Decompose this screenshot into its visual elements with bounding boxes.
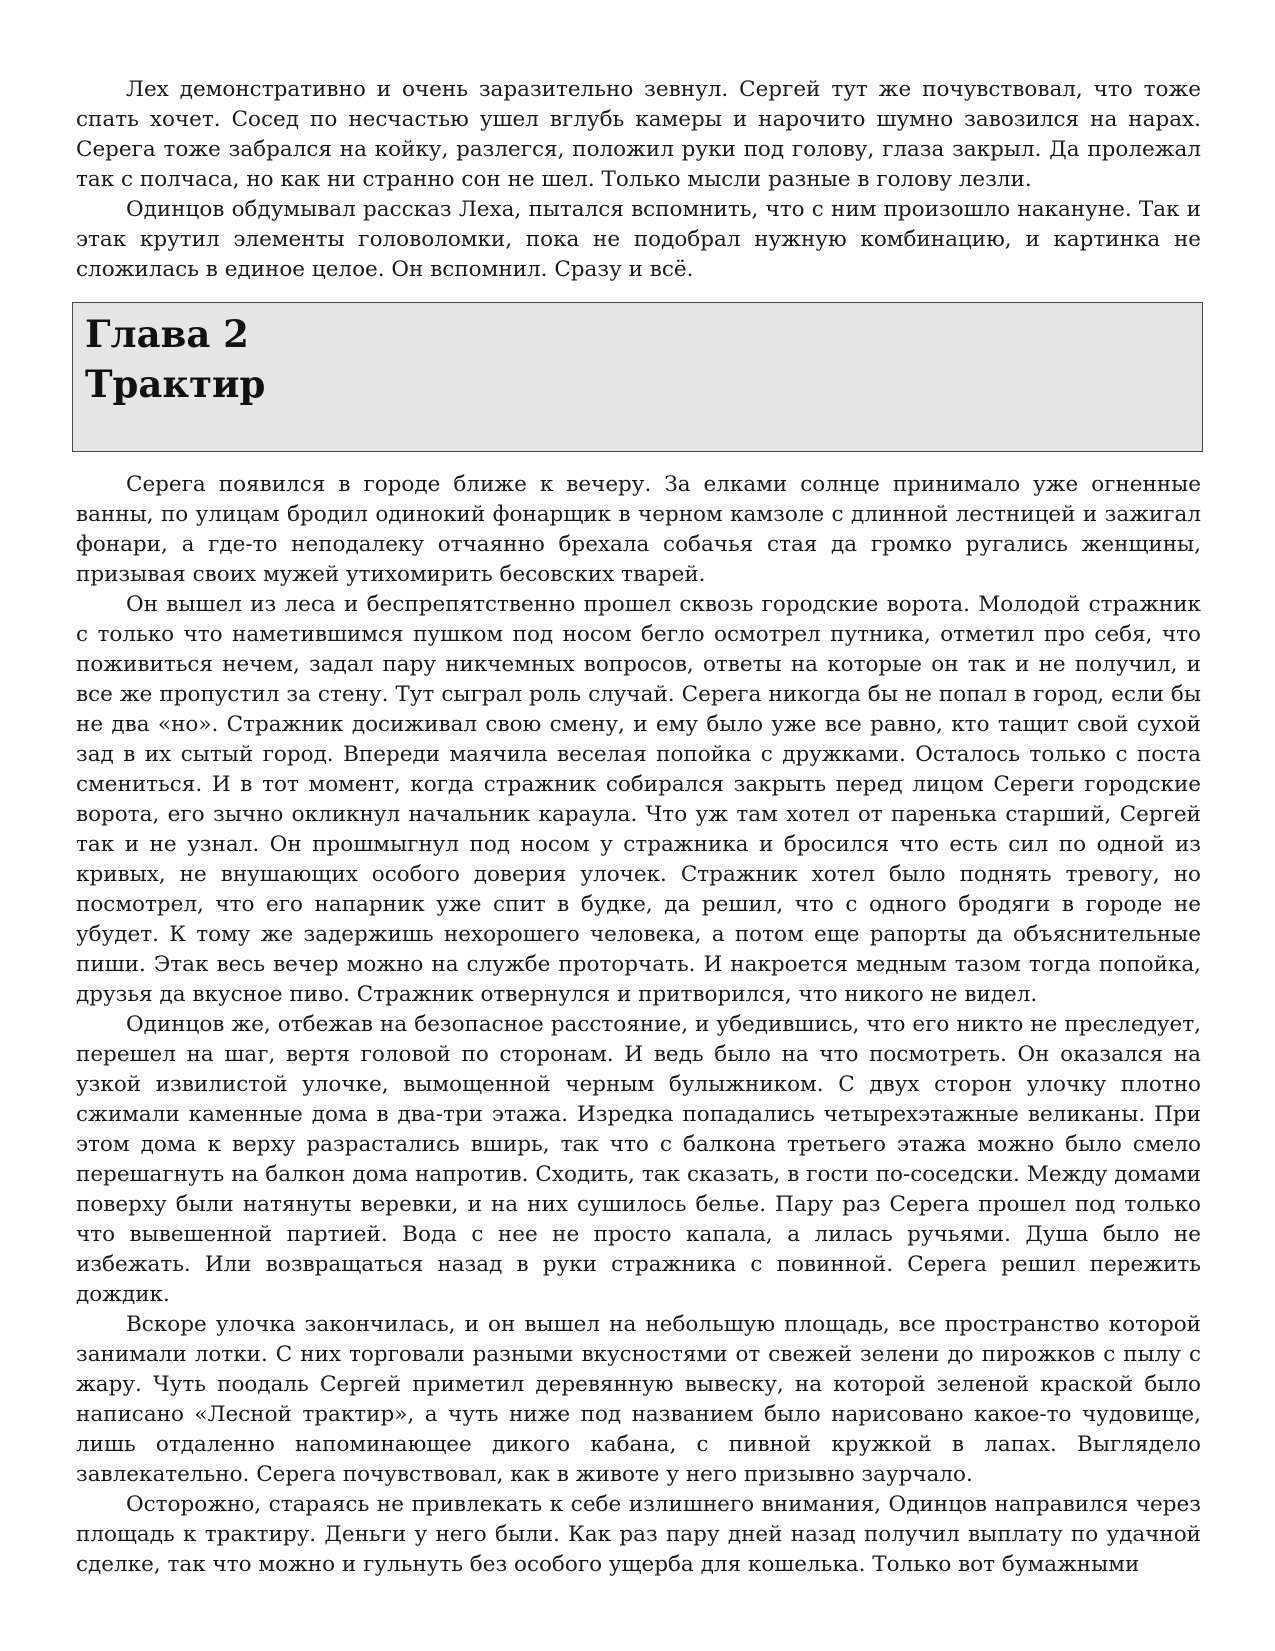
paragraph: Он вышел из леса и беспрепятственно прошел сквозь городские ворота. Молодой стражник с только что наметившимся пушком под носом бегло осмотрел путника, отметил про себя, что поживиться нечем, задал пару никчемных вопросов, ответы на которые он так и не получил, и все же пропустил за стену. Тут сыграл роль случай. Серега никогда бы не попал в город, если бы не два «но». Стражник досиживал свою смену, и ему было уже все равно, кто тащит свой сухой зад в их сытый город. Впереди маячила веселая попойка с дружками. Осталось только с поста смениться. И в тот момент, когда стражник собирался закрыть перед лицом Сереги городские ворота, его зычно окликнул начальник караула. Что уж там хотел от паренька старший, Сергей так и не узнал. Он прошмыгнул под носом у стражника и бросился что есть сил по одной из кривых, не внушающих особого доверия улочек. Стражник хотел было поднять тревогу, но посмотрел, что его напарник уже спит в будке, да решил, что с одного бродяги в городе не убудет. К тому же задержишь нехорошего человека, а потом еще рапорты да объяснительные пиши. Этак весь вечер можно на службе проторчать. И накроется медным тазом тогда попойка, друзья да вкусное пиво. Стражник отвернулся и притворился, что никого не видел. bbox=[76, 592, 1201, 1007]
paragraph: Вскоре улочка закончилась, и он вышел на небольшую площадь, все пространство которой занимали лотки. С них торговали разными вкусностями от свежей зелени до пирожков с пылу с жару. Чуть поодаль Сергей приметил деревянную вывеску, на которой зеленой краской было написано «Лесной трактир», а чуть ниже под названием было нарисовано какое-то чудовище, лишь отдаленно напоминающее дикого кабана, с пивной кружкой в лапах. Выглядело завлекательно. Серега почувствовал, как в животе у него призывно заурчало. bbox=[76, 1312, 1201, 1487]
previous-chapter-ending bbox=[76, 75, 1201, 285]
chapter-heading-box bbox=[72, 302, 1203, 452]
chapter-title: Трактир bbox=[85, 362, 266, 406]
chapter-number: Глава 2 bbox=[85, 312, 249, 356]
paragraph: Осторожно, стараясь не привлекать к себе излишнего внимания, Одинцов направился через площадь к трактиру. Деньги у него были. Как раз пару дней назад получил выплату по удачной сделке, так что можно и гульнуть без особого ущерба для кошелька. Только вот бумажными bbox=[76, 1492, 1201, 1577]
paragraph: Серега появился в городе ближе к вечеру. За елками солнце принимало уже огненные ванны, по улицам бродил одинокий фонарщик в черном камзоле с длинной лестницей и зажигал фонари, а где-то неподалеку отчаянно брехала собачья стая да громко ругались женщины, призывая своих мужей утихомирить бесовских тварей. bbox=[76, 472, 1201, 587]
paragraph: Одинцов обдумывал рассказ Леха, пытался вспомнить, что с ним произошло накануне. Так и этак крутил элементы головоломки, пока не подобрал нужную комбинацию, и картинка не сложилась в единое целое. Он вспомнил. Сразу и всё. bbox=[76, 197, 1201, 282]
paragraph: Лех демонстративно и очень заразительно зевнул. Сергей тут же почувствовал, что тоже спать хочет. Сосед по несчастью ушел вглубь камеры и нарочито шумно завозился на нарах. Серега тоже забрался на койку, разлегся, положил руки под голову, глаза закрыл. Да пролежал так с полчаса, но как ни странно сон не шел. Только мысли разные в голову лезли. bbox=[76, 77, 1201, 192]
paragraph: Одинцов же, отбежав на безопасное расстояние, и убедившись, что его никто не преследует, перешел на шаг, вертя головой по сторонам. И ведь было на что посмотреть. Он оказался на узкой извилистой улочке, вымощенной черным булыжником. С двух сторон улочку плотно сжимали каменные дома в два-три этажа. Изредка попадались четырехэтажные великаны. При этом дома к верху разрастались вширь, так что с балкона третьего этажа можно было смело перешагнуть на балкон дома напротив. Сходить, так сказать, в гости по-соседски. Между домами поверху были натянуты веревки, и на них сушилось белье. Пару раз Серега прошел под только что вывешенной партией. Вода с нее не просто капала, а лилась ручьями. Душа было не избежать. Или возвращаться назад в руки стражника с повинной. Серега решил пережить дождик. bbox=[76, 1012, 1201, 1307]
chapter-body bbox=[76, 470, 1201, 1580]
